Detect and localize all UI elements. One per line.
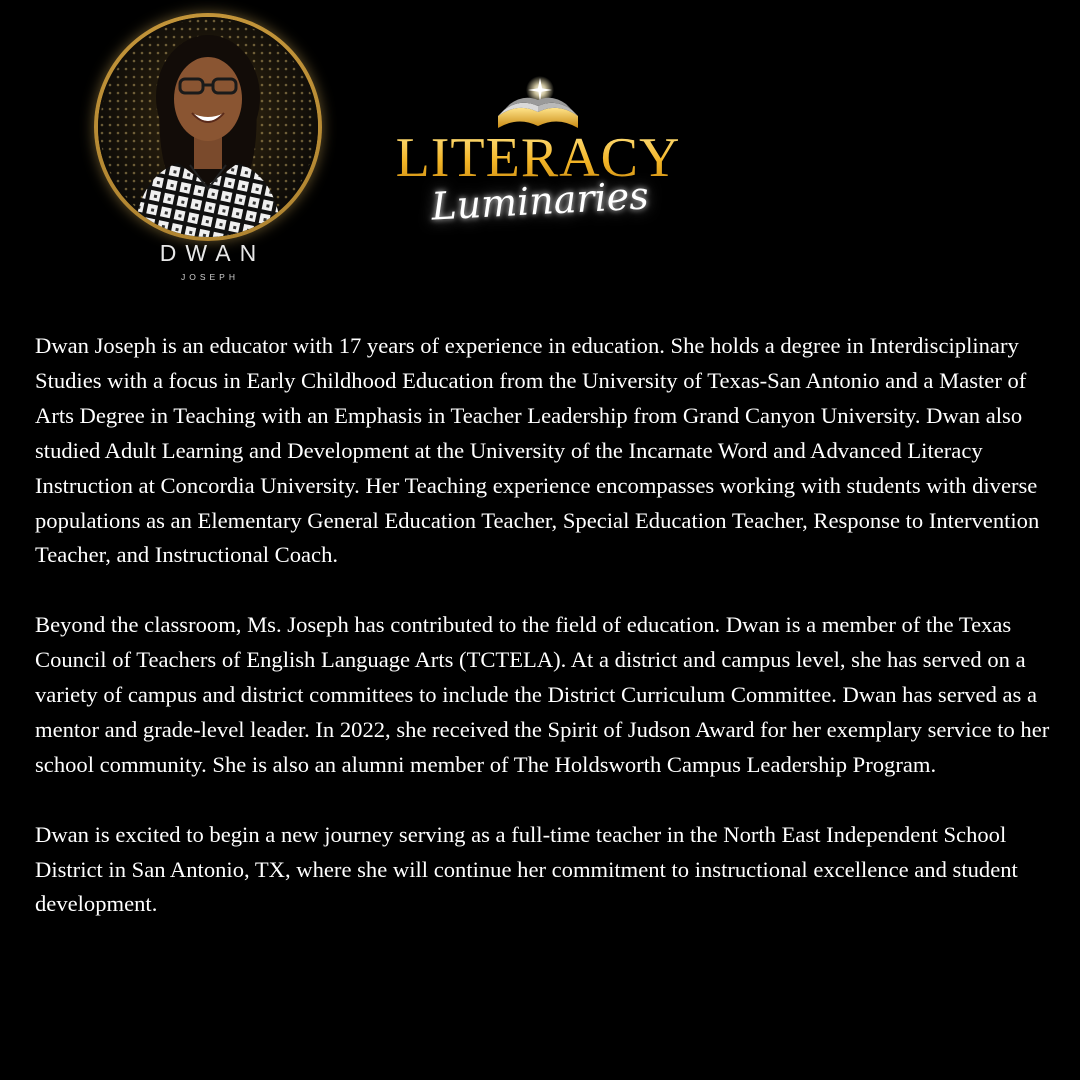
- profile-first-name: DWAN: [159, 240, 266, 266]
- portrait-photo: [98, 17, 318, 237]
- bio-text: [35, 329, 1055, 957]
- bio-paragraph: Dwan Joseph is an educator with 17 years of experience in education. She holds a degree in Interdisciplinary Studies with a focus in Early Childhood Education from the University of Texas-San Antonio and a Master of Arts Degree in Teaching with an Emphasis in Teacher Leadership from Grand Canyon University. Dwan also studied Adult Learning and Development at the University of the Incarnate Word and Advanced Literacy Instruction at Concordia University. Her Teaching experience encompasses working with students with diverse populations as an Elementary General Education Teacher, Special Education Teacher, Response to Intervention Teacher, and Instructional Coach.: [35, 333, 1040, 568]
- logo-subtitle: Luminaries: [430, 173, 650, 229]
- bio-paragraph: Dwan is excited to begin a new journey serving as a full-time teacher in the North East Independent School District in San Antonio, TX, where she will continue her commitment to instructional excellence and student development.: [35, 821, 1018, 917]
- bio-paragraph: Beyond the classroom, Ms. Joseph has contributed to the field of education. Dwan is a member of the Texas Council of Teachers of English Language Arts (TCTELA). At a district and campus level, she has served on a variety of campus and district committees to include the District Curriculum Committee. Dwan has served as a mentor and grade-level leader. In 2022, she received the Spirit of Judson Award for her exemplary service to her school community. She is also an alumni member of The Holdsworth Campus Leadership Program.: [35, 612, 1050, 777]
- logo-title: LITERACY: [380, 128, 696, 188]
- profile-photo-frame: [94, 13, 322, 241]
- profile-photo: [98, 17, 318, 237]
- profile-last-name: JOSEPH: [180, 272, 239, 282]
